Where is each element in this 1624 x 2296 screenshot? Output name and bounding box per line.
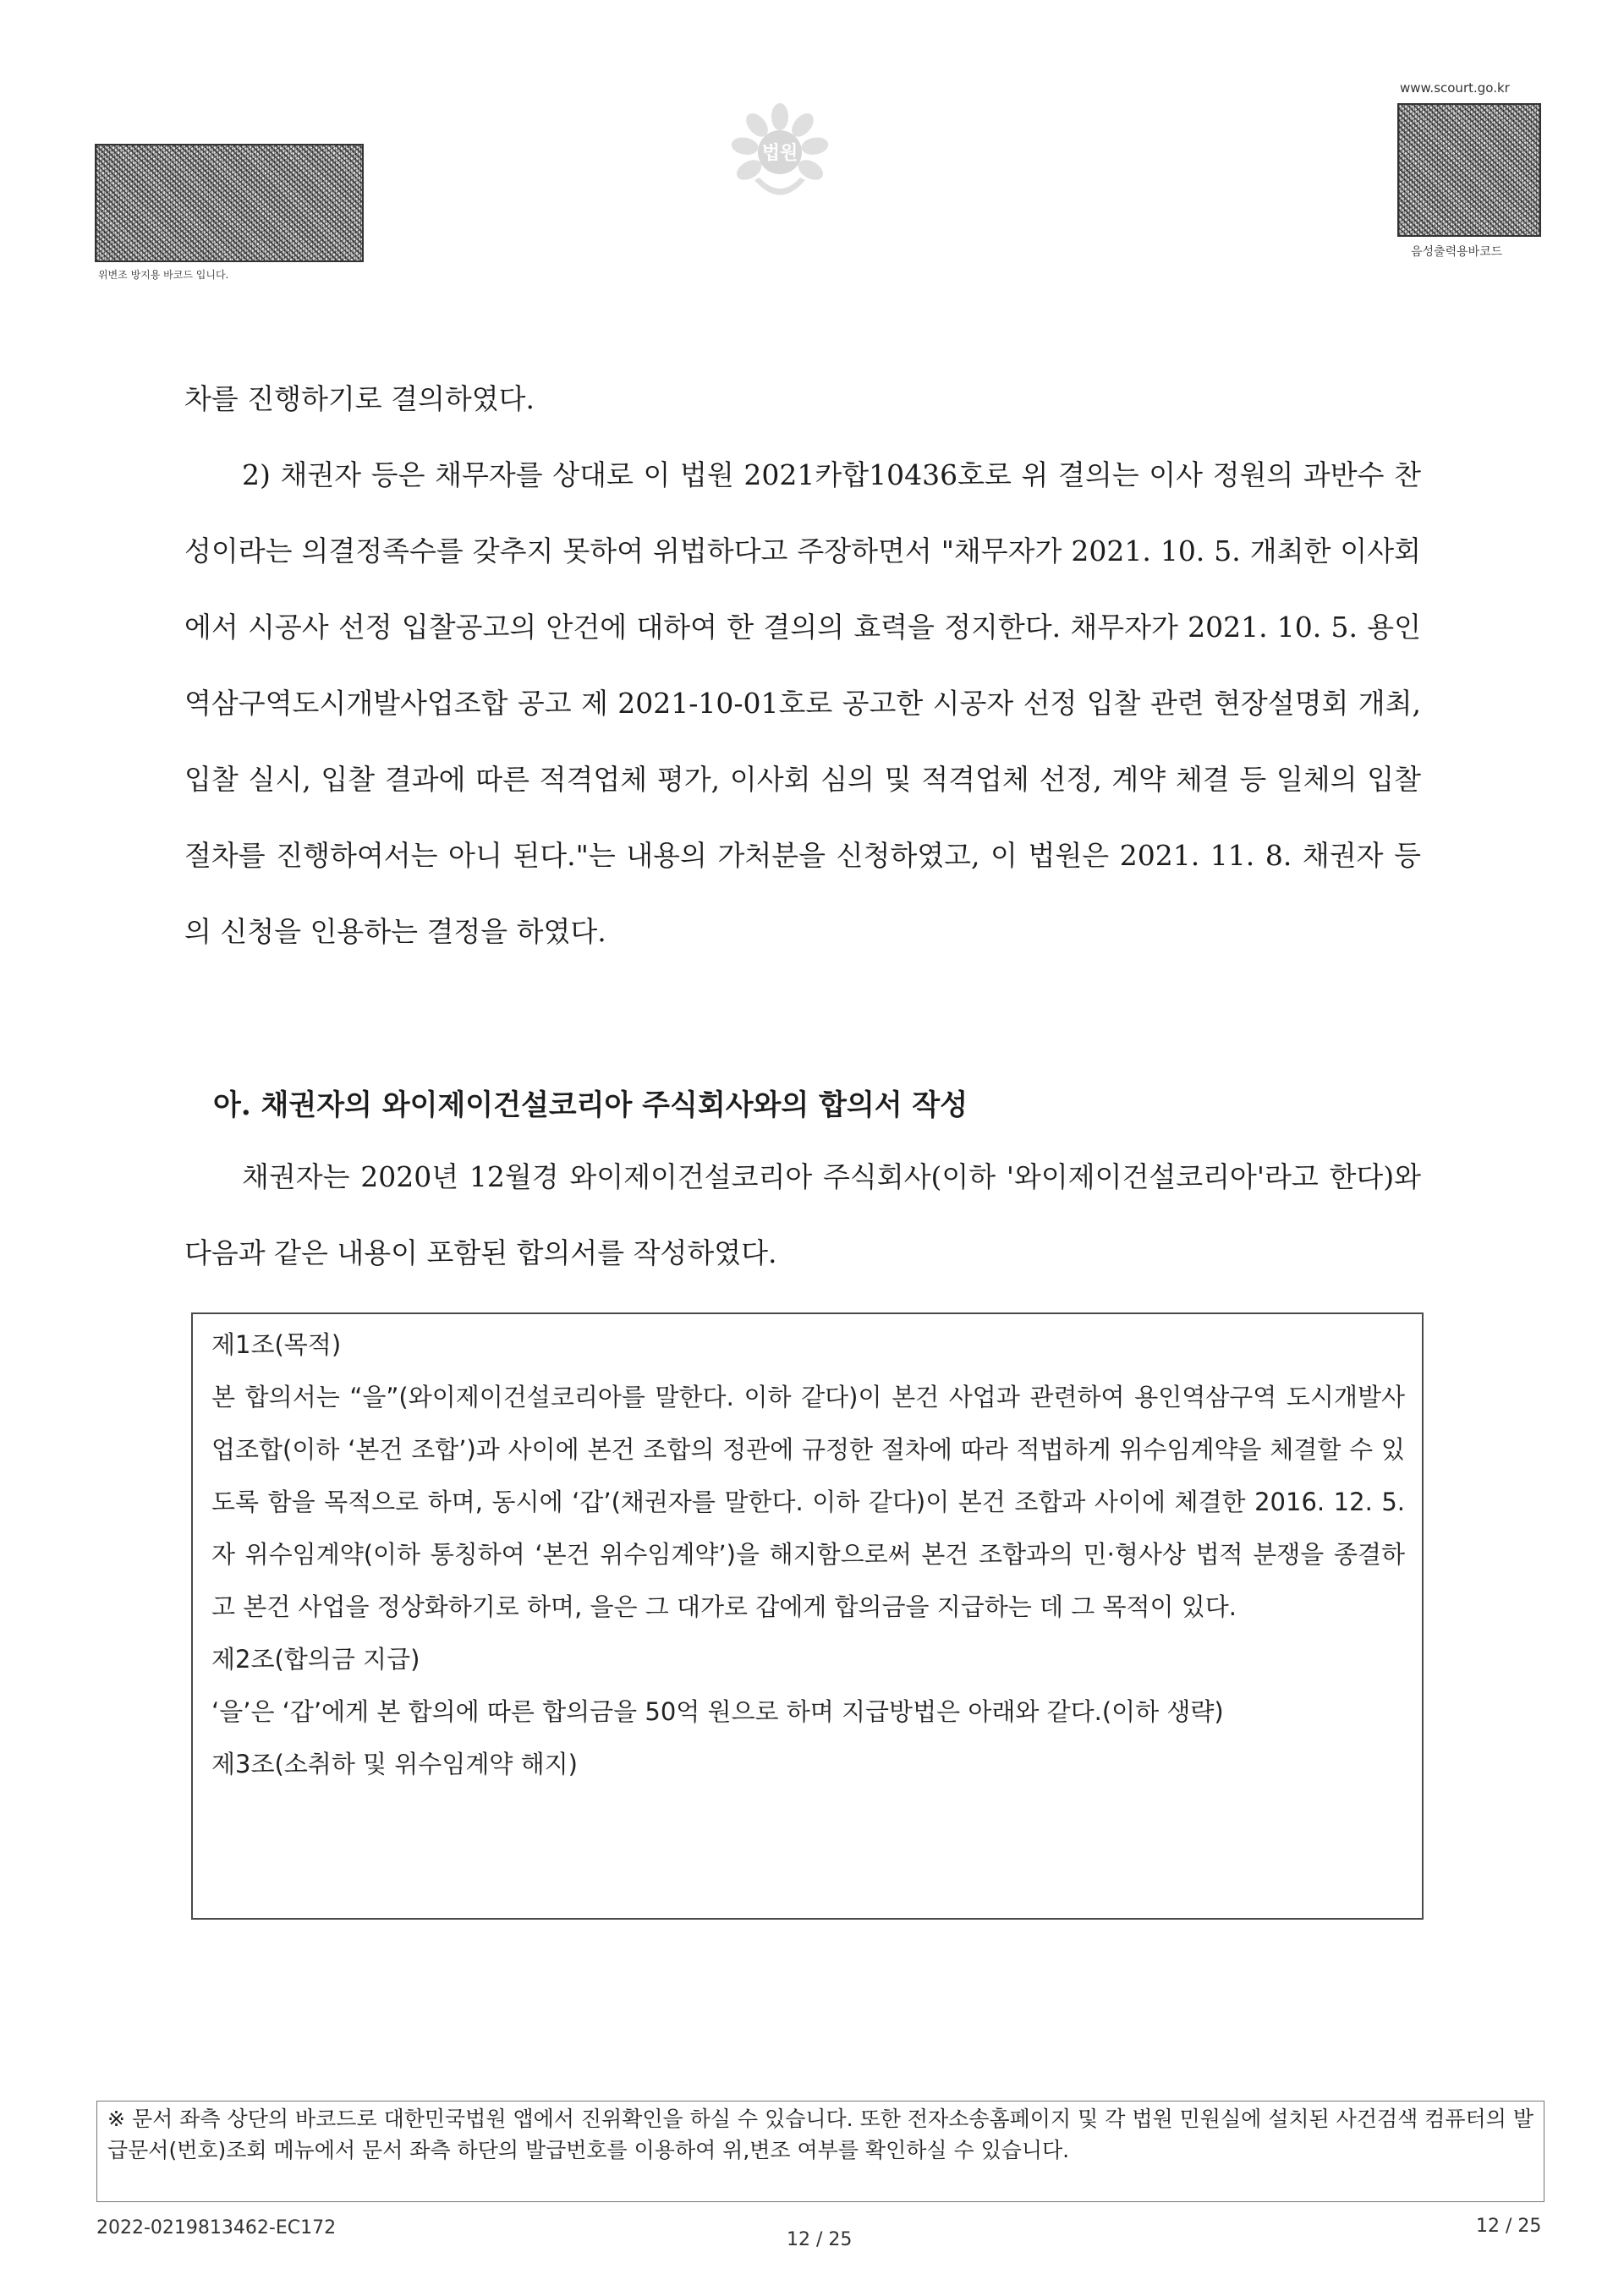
section-heading: 아. 채권자의 와이제이건설코리아 주식회사와의 합의서 작성 [213,1088,968,1122]
document-number: 2022-0219813462-EC172 [96,2217,337,2238]
anti-forgery-barcode [95,144,364,262]
article-3-title: 제3조(소취하 및 위수임계약 해지) [211,1750,578,1778]
verification-notice: ※ 문서 좌측 상단의 바코드로 대한민국법원 앱에서 진위확인을 하실 수 있습니다. 또한 전자소송홈페이지 및 각 법원 민원실에 설치된 사건검색 컴퓨터의 발급문서(번호)조회 메뉴에서 문서 좌측 하단의 발급번호를 이용하여 위,변조 여부를 확인하실 수 있습니다. [96,2101,1544,2202]
anti-forgery-barcode-caption: 위변조 방지용 바코드 입니다. [98,269,229,281]
article-2-title: 제2조(합의금 지급) [211,1645,420,1674]
paragraph-2: 2) 채권자 등은 채무자를 상대로 이 법원 2021카합10436호로 위 결의는 이사 정원의 과반수 찬성이라는 의결정족수를 갖추지 못하여 위법하다고 주장하면서 "채무자가 2021. 10. 5. 개최한 이사회에서 시공사 선정 입찰공고의 안건에 대하여 한 결의의 효력을 정지한다. 채무자가 2021. 10. 5. 용인역삼구역도시개발사업조합 공고 제 2021-10-01호로 공고한 시공자 선정 입찰 관련 현장설명회 개최, 입찰 실시, 입찰 결과에 따른 적격업체 평가, 이사회 심의 및 적격업체 선정, 계약 체결 등 일체의 입찰절차를 진행하여서는 아니 된다."는 내용의 가처분을 신청하였고, 이 법원은 2021. 11. 8. 채권자 등의 신청을 인용하는 결정을 하였다. [184,458,1421,948]
agreement-excerpt-box [191,1312,1424,1920]
article-2-body: ‘을’은 ‘갑’에게 본 합의에 따른 합의금을 50억 원으로 하며 지급방법은 아래와 같다.(이하 생략) [211,1697,1224,1726]
article-1-body: 본 합의서는 “을”(와이제이건설코리아를 말한다. 이하 같다)이 본건 사업과 관련하여 용인역삼구역 도시개발사업조합(이하 ‘본건 조합’)과 사이에 본건 조합의 정관에 규정한 절차에 따라 적법하게 위수임계약을 체결할 수 있도록 함을 목적으로 하며, 동시에 ‘갑’(채권자를 말한다. 이하 같다)이 본건 조합과 사이에 체결한 2016. 12. 5.자 위수임계약(이하 통칭하여 ‘본건 위수임계약’)을 해지함으로써 본건 조합과의 민·형사상 법적 분쟁을 종결하고 본건 사업을 정상화하기로 하며, 을은 그 대가로 갑에게 합의금을 지급하는 데 그 목적이 있다. [211,1383,1405,1621]
paragraph-3: 채권자는 2020년 12월경 와이제이건설코리아 주식회사(이하 '와이제이건설코리아'라고 한다)와 다음과 같은 내용이 포함된 합의서를 작성하였다. [184,1160,1421,1269]
court-emblem-icon [729,100,831,210]
voice-output-barcode-caption: 음성출력용바코드 [1411,245,1503,259]
article-1-title: 제1조(목적) [211,1330,342,1359]
page-number-center: 12 / 25 [787,2229,853,2250]
site-url: www.scourt.go.kr [1400,80,1510,96]
page-number-right: 12 / 25 [1476,2216,1542,2237]
paragraph-1: 차를 진행하기로 결의하였다. [184,382,535,415]
voice-output-barcode [1397,103,1541,237]
emblem-label: 법원 [761,143,798,164]
